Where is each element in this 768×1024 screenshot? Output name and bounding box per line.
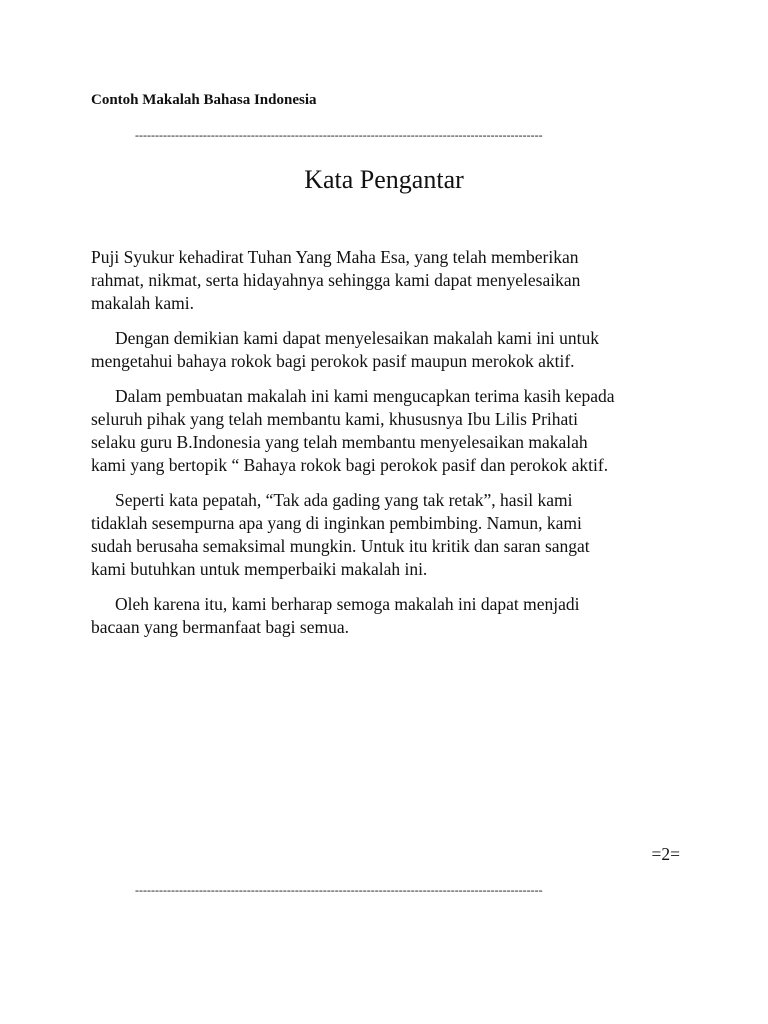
paragraph-line: Seperti kata pepatah, “Tak ada gading yang tak retak”, hasil kami <box>115 490 573 510</box>
paragraph-3 <box>91 385 691 477</box>
paragraph-line: kami yang bertopik “ Bahaya rokok bagi perokok pasif dan perokok aktif. <box>91 455 609 475</box>
page-title: Kata Pengantar <box>304 165 464 194</box>
paragraph-line: Dalam pembuatan makalah ini kami mengucapkan terima kasih kepada <box>115 386 615 406</box>
page-number: =2= <box>651 844 680 864</box>
top-divider: ------------------------------------------------------------------------------------------------------ <box>135 128 543 142</box>
body-text <box>91 246 691 651</box>
paragraph-line: rahmat, nikmat, serta hidayahnya sehingga kami dapat menyelesaikan <box>91 270 581 290</box>
paragraph-line: makalah kami. <box>91 293 195 313</box>
paragraph-line: seluruh pihak yang telah membantu kami, khususnya Ibu Lilis Prihati <box>91 409 579 429</box>
paragraph-1 <box>91 246 691 315</box>
paragraph-line: Dengan demikian kami dapat menyelesaikan makalah kami ini untuk <box>115 328 600 348</box>
header-title: Contoh Makalah Bahasa Indonesia <box>91 92 317 108</box>
paragraph-line: Oleh karena itu, kami berharap semoga makalah ini dapat menjadi <box>115 594 580 614</box>
paragraph-5 <box>91 593 691 639</box>
paragraph-2 <box>91 327 691 373</box>
paragraph-line: kami butuhkan untuk memperbaiki makalah ini. <box>91 559 428 579</box>
paragraph-4 <box>91 489 691 581</box>
paragraph-line: selaku guru B.Indonesia yang telah membantu menyelesaikan makalah <box>91 432 588 452</box>
paragraph-line: mengetahui bahaya rokok bagi perokok pasif maupun merokok aktif. <box>91 351 575 371</box>
paragraph-line: bacaan yang bermanfaat bagi semua. <box>91 617 349 637</box>
paragraph-line: Puji Syukur kehadirat Tuhan Yang Maha Esa, yang telah memberikan <box>91 247 579 267</box>
paragraph-line: tidaklah sesempurna apa yang di inginkan pembimbing. Namun, kami <box>91 513 582 533</box>
paragraph-line: sudah berusaha semaksimal mungkin. Untuk itu kritik dan saran sangat <box>91 536 590 556</box>
bottom-divider: ------------------------------------------------------------------------------------------------------ <box>135 883 543 897</box>
